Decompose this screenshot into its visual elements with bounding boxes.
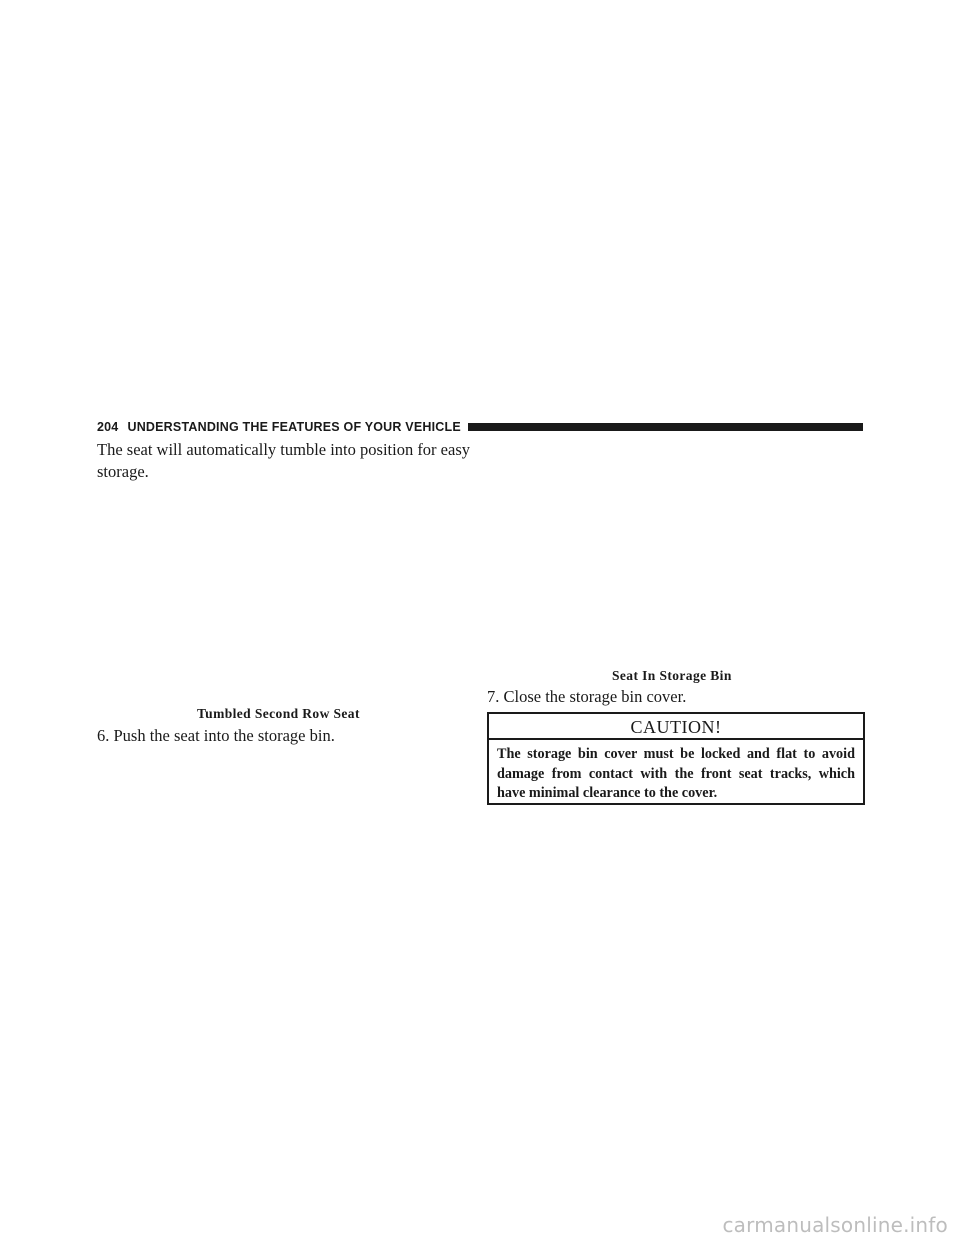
- figure-caption-tumbled-seat: Tumbled Second Row Seat: [197, 706, 360, 721]
- tumbled-seat-figure: [97, 490, 475, 700]
- figure-caption-seat-in-bin: Seat In Storage Bin: [612, 668, 732, 683]
- page-header: [97, 418, 863, 436]
- step-6-text: 6. Push the seat into the storage bin.: [97, 726, 335, 745]
- watermark-link[interactable]: carmanualsonline.info: [722, 1213, 948, 1237]
- header-rule: [468, 423, 863, 431]
- caution-text: The storage bin cover must be locked and flat to avoid damage from contact with the front seat tracks, which have minimal clearance to the cover.: [497, 746, 855, 801]
- page-number: 204: [97, 420, 119, 434]
- step-7-text: 7. Close the storage bin cover.: [487, 687, 687, 706]
- section-title: UNDERSTANDING THE FEATURES OF YOUR VEHICLE: [127, 420, 461, 434]
- seat-in-bin-figure: [487, 439, 863, 661]
- intro-paragraph: The seat will automatically tumble into position for easy storage.: [97, 440, 470, 481]
- caution-title: CAUTION!: [489, 714, 863, 740]
- caution-box: [487, 712, 865, 805]
